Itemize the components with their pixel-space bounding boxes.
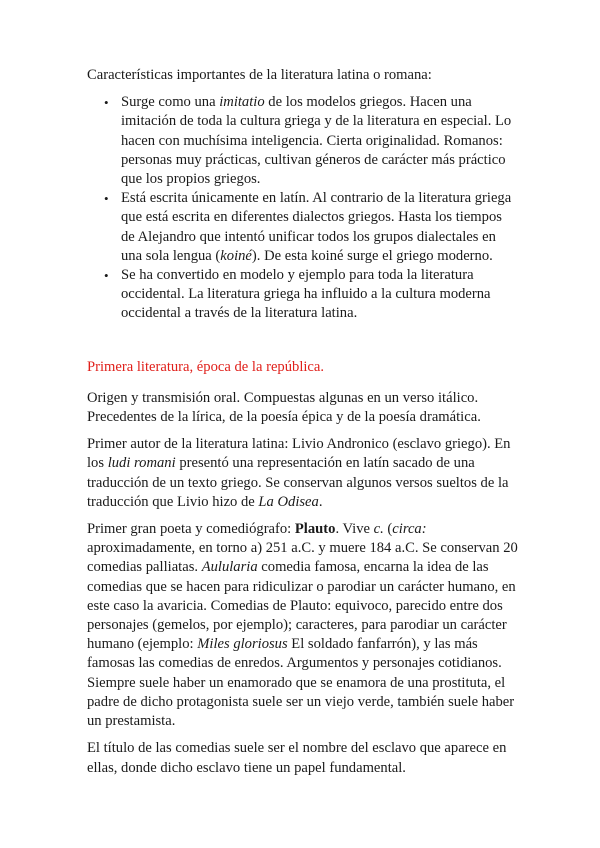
list-item-emphasis: imitatio xyxy=(219,94,265,111)
paragraph-origin: Origen y transmisión oral. Compuestas algunas en un verso itálico. Precedentes de la lírica, de la poesía épica y de la poesía dramática. xyxy=(87,389,481,426)
paragraph-plauto xyxy=(87,520,519,731)
emphasis-c: c. xyxy=(373,521,384,538)
document-content xyxy=(87,66,519,786)
bullet-icon: • xyxy=(104,268,109,284)
section-heading: Primera literatura, época de la república. xyxy=(87,358,325,375)
list-item xyxy=(87,93,519,189)
intro-text: Características importantes de la literatura latina o romana: xyxy=(87,67,432,83)
paragraph-titulo: El título de las comedias suele ser el nombre del esclavo que aparece en ellas, donde dicho esclavo tiene un papel fundamental. xyxy=(87,740,507,776)
bold-plauto: Plauto xyxy=(294,521,336,538)
emphasis-aulularia: Aulularia xyxy=(201,559,258,576)
paragraph-text: comedia famosa, encarna la idea de las comedias que se hacen para ridiculizar o parodiar un carácter humano, en este caso la avaricia. Comedias de Plauto: equivoco, parecido entre dos personajes (gemelos, por ejemplo); caracteres, para parodiar un carácter humano (ejemplo: xyxy=(87,559,516,653)
list-item-text: ). De esta koiné surge el griego moderno. xyxy=(251,247,493,264)
paragraph-text: Primer gran poeta y comediógrafo: xyxy=(87,521,295,538)
paragraph-text: aproximadamente, en torno a) 251 a.C. y muere 184 a.C. Se conservan 20 comedias palliatas. xyxy=(87,540,518,576)
bullet-icon: • xyxy=(104,191,109,207)
features-list xyxy=(87,93,519,323)
list-item-text: de los modelos griegos. Hacen una imitación de toda la cultura griega y de la literatura en especial. Lo hacen con muchísima inteligencia. Cierta originalidad. Romanos: personas muy prácticas, cultivan géneros de carácter más práctico que los propios griegos. xyxy=(121,94,512,188)
list-item-text: Se ha convertido en modelo y ejemplo para toda la literatura occidental. La literatura griega ha influido a la cultura moderna occidental a través de la literatura latina. xyxy=(121,267,491,322)
paragraph-livio xyxy=(87,435,519,512)
paragraph-text: . Vive xyxy=(335,521,374,538)
paragraph-text: Primer autor de la literatura latina: Livio Andronico (esclavo griego). En los xyxy=(87,436,511,472)
list-item-text: Está escrita únicamente en latín. Al contrario de la literatura griega que está escrita en diferentes dialectos griegos. Hasta los tiempos de Alejandro que intentó unificar todos los grupos dialectales en una sola lengua ( xyxy=(121,190,512,264)
list-item-text: Surge como una xyxy=(121,94,220,111)
paragraph-text: . xyxy=(318,493,323,510)
paragraph-text: presentó una representación en latín sacado de una traducción de un texto griego. Se conservan algunos versos sueltos de la traducción que Livio hizo de xyxy=(87,455,509,510)
emphasis-la-odisea: La Odisea xyxy=(258,493,319,510)
emphasis-ludi-romani: ludi romani xyxy=(107,455,176,472)
emphasis-circa: circa: xyxy=(392,521,427,538)
list-item xyxy=(87,189,519,266)
emphasis-miles-gloriosus: Miles gloriosus xyxy=(197,636,288,653)
paragraph-text: El soldado fanfarrón), y las más famosas las comedias de enredos. Argumentos y personajes cotidianos. Siempre suele haber un enamorado que se enamora de una prostituta, el padre de dicho protagonista suele ser un viejo verde, también suele haber un prestamista. xyxy=(87,636,515,730)
list-item xyxy=(87,266,519,324)
bullet-icon: • xyxy=(104,95,109,111)
list-item-emphasis: koiné xyxy=(220,247,252,264)
paragraph-text: ( xyxy=(383,521,393,538)
